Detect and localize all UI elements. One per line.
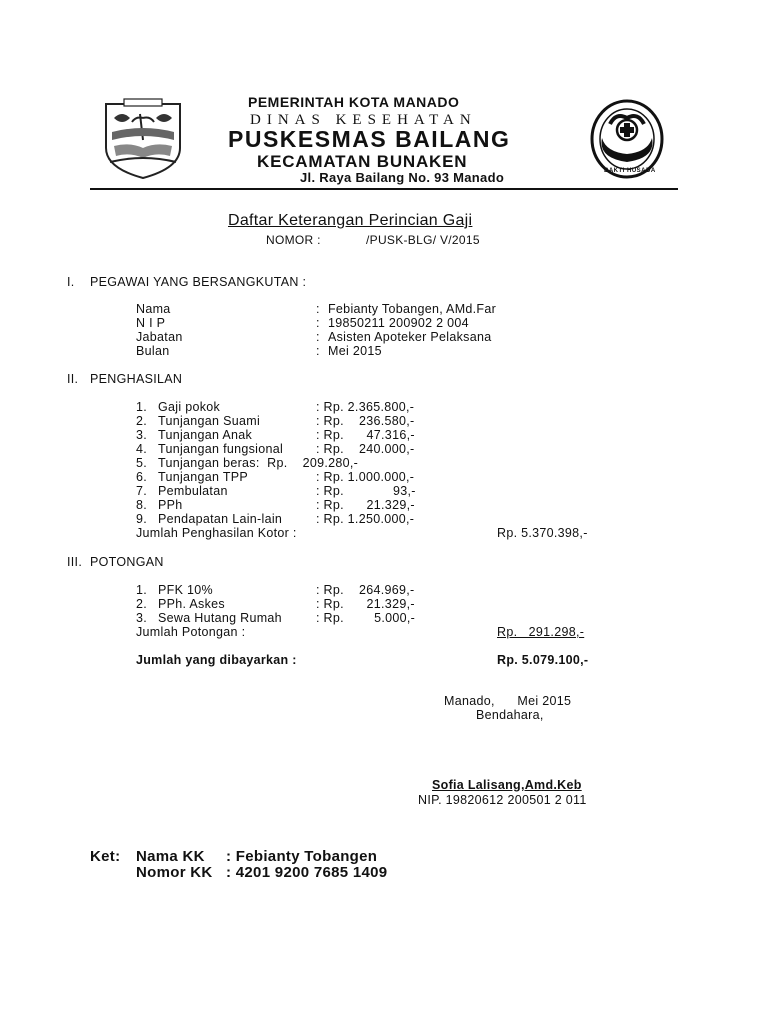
section3-heading: POTONGAN [90,555,164,569]
income-item-amount: : Rp. 93,- [316,484,416,498]
income-item-number: 8. [136,498,148,512]
deduction-item-label: PPh. Askes [158,597,225,611]
income-item-amount: : Rp. 1.000.000,- [316,470,415,484]
document-number-label: NOMOR : [266,233,321,247]
agency-name: DINAS KESEHATAN [250,112,477,128]
deduction-item-amount: : Rp. 5.000,- [316,611,416,625]
income-item-amount: : Rp. 236.580,- [316,414,415,428]
place-date: Manado, Mei 2015 [444,694,572,708]
signer-name: Sofia Lalisang,Amd.Keb [432,778,582,792]
nip-value: 19850211 200902 2 004 [328,316,469,330]
colon: : [316,344,320,358]
income-item-number: 1. [136,400,148,414]
net-pay-value: Rp. 5.079.100,- [497,653,589,667]
employee-name-value: Febianty Tobangen, AMd.Far [328,302,497,316]
government-name: PEMERINTAH KOTA MANADO [248,94,460,110]
district-name: KECAMATAN BUNAKEN [257,152,468,171]
net-pay-label: Jumlah yang dibayarkan : [136,653,297,667]
gross-income-value: Rp. 5.370.398,- [497,526,588,540]
deduction-item-amount: : Rp. 264.969,- [316,583,415,597]
document-title: Daftar Keterangan Perincian Gaji [228,212,473,229]
income-item-amount: : Rp. 47.316,- [316,428,415,442]
income-item-label: Pendapatan Lain-lain [158,512,283,526]
income-item-amount: : Rp. 1.250.000,- [316,512,415,526]
section3-number: III. [67,555,83,569]
income-item-label: Pembulatan [158,484,228,498]
deduction-item-amount: : Rp. 21.329,- [316,597,415,611]
month-label: Bulan [136,344,170,358]
deduction-item-number: 3. [136,611,148,625]
deduction-item-number: 1. [136,583,148,597]
position-label: Jabatan [136,330,183,344]
income-item-label: Gaji pokok [158,400,221,414]
section2-number: II. [67,372,79,386]
kota-manado-emblem-icon [100,96,186,182]
deduction-item-label: Sewa Hutang Rumah [158,611,282,625]
income-item-amount: : Rp. 2.365.800,- [316,400,415,414]
colon: : [316,330,320,344]
family-card-number-value: : 4201 9200 7685 1409 [226,864,388,881]
income-item-label: Tunjangan fungsional [158,442,284,456]
income-item-number: 5. [136,456,148,470]
address: Jl. Raya Bailang No. 93 Manado [300,170,505,185]
income-item-label: Tunjangan Anak [158,428,253,442]
puskesmas-name: PUSKESMAS BAILANG [228,126,511,152]
ket-label: Ket: [90,848,121,865]
document-number-value: /PUSK-BLG/ V/2015 [366,233,480,247]
signer-role: Bendahara, [476,708,544,722]
signer-nip: NIP. 19820612 200501 2 011 [418,793,587,807]
section1-number: I. [67,275,75,289]
family-card-name-label: Nama KK [136,848,205,865]
total-deduction-value: Rp. 291.298,- [497,625,585,639]
income-item-number: 9. [136,512,148,526]
nip-label: N I P [136,316,166,330]
colon: : [316,316,320,330]
income-item-number: 7. [136,484,148,498]
family-card-number-label: Nomor KK [136,864,213,881]
month-value: Mei 2015 [328,344,382,358]
deduction-item-number: 2. [136,597,148,611]
deduction-item-label: PFK 10% [158,583,213,597]
section2-heading: PENGHASILAN [90,372,183,386]
position-value: Asisten Apoteker Pelaksana [328,330,492,344]
header-divider [90,188,678,190]
income-item-label: Tunjangan Suami [158,414,261,428]
gross-income-label: Jumlah Penghasilan Kotor : [136,526,297,540]
income-item-number: 3. [136,428,148,442]
income-item-amount: : Rp. 21.329,- [316,498,415,512]
income-item-label: Tunjangan TPP [158,470,249,484]
income-item-number: 4. [136,442,148,456]
income-item-number: 2. [136,414,148,428]
colon: : [316,302,320,316]
income-item-number: 6. [136,470,148,484]
income-item-label: PPh [158,498,183,512]
family-card-name-value: : Febianty Tobangen [226,848,378,865]
employee-name-label: Nama [136,302,171,316]
income-item-amount: : Rp. 240.000,- [316,442,415,456]
total-deduction-label: Jumlah Potongan : [136,625,246,639]
bakti-husada-label: BAKTI HUSADA [604,168,656,174]
section1-heading: PEGAWAI YANG BERSANGKUTAN : [90,275,307,289]
income-item-label: Tunjangan beras: Rp. 209.280,- [158,456,359,470]
